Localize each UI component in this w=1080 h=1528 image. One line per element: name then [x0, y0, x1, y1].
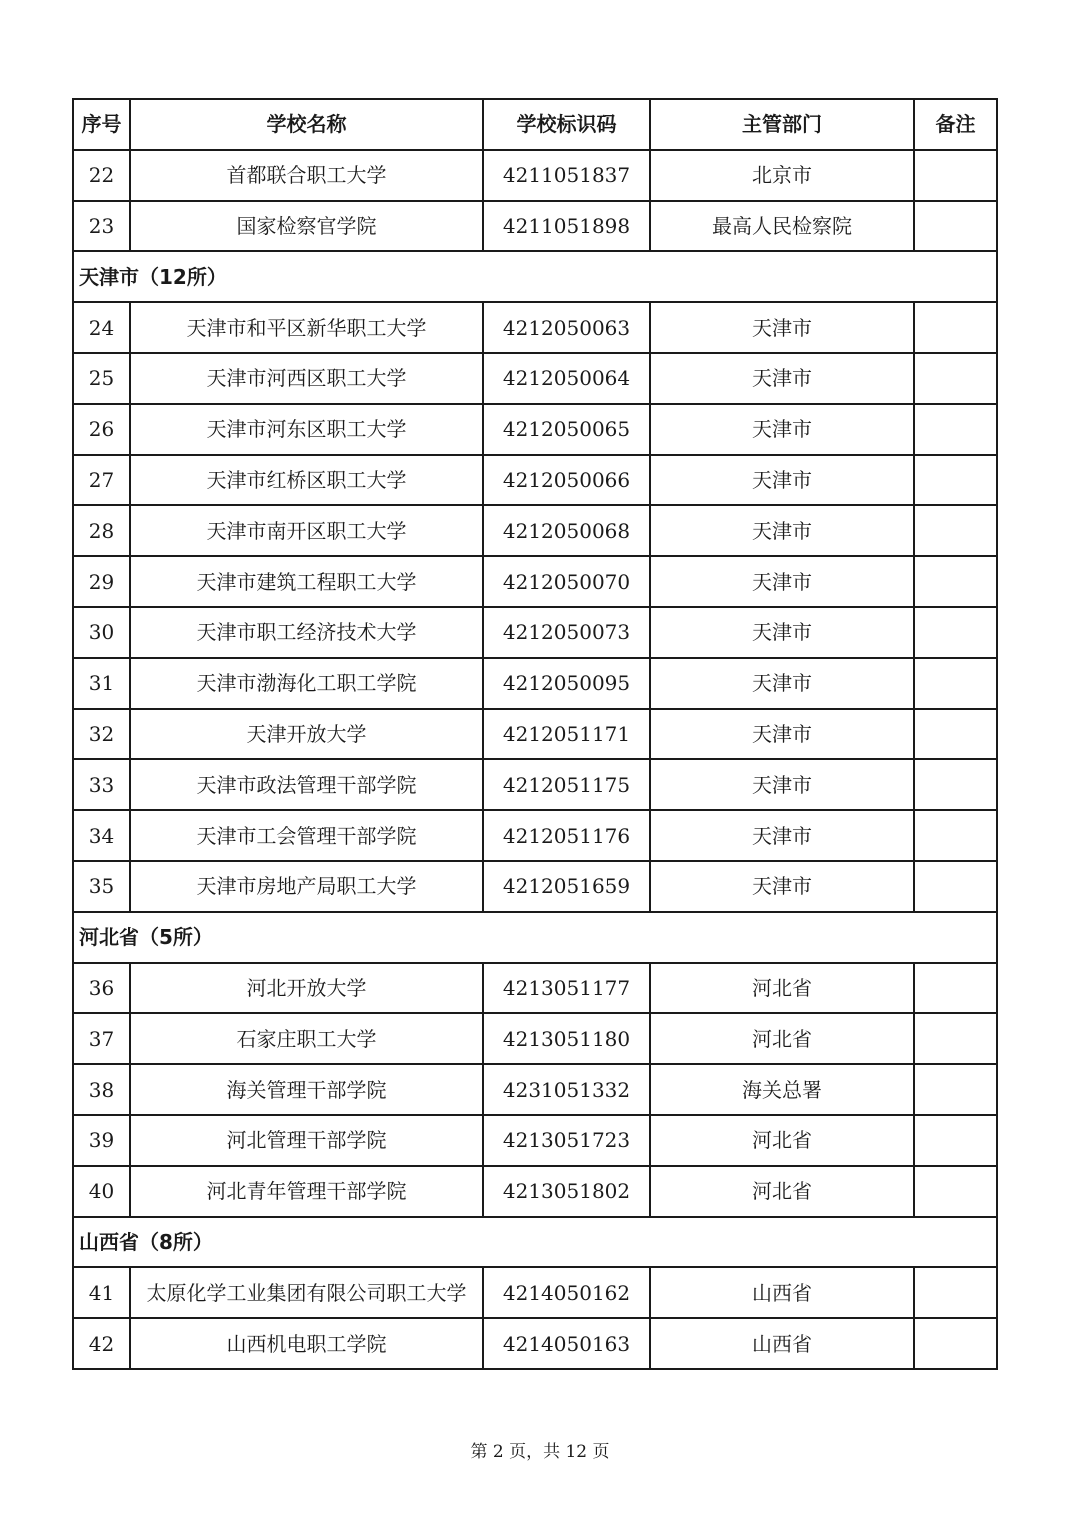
cell-school-code: 4212050070: [483, 556, 650, 607]
cell-seq: 37: [73, 1013, 130, 1064]
cell-school-name: 山西机电职工学院: [130, 1318, 483, 1369]
cell-department: 天津市: [650, 455, 914, 506]
section-label: 山西省（8所）: [73, 1217, 997, 1268]
cell-department: 天津市: [650, 709, 914, 760]
table-row: [73, 1013, 997, 1064]
cell-school-code: 4231051332: [483, 1064, 650, 1115]
table-row: [73, 607, 997, 658]
cell-department: 山西省: [650, 1318, 914, 1369]
cell-note: [914, 963, 997, 1014]
cell-school-code: 4212051176: [483, 810, 650, 861]
table-row: [73, 150, 997, 201]
header-department: 主管部门: [650, 99, 914, 150]
table-row: [73, 556, 997, 607]
cell-note: [914, 302, 997, 353]
cell-school-name: 河北开放大学: [130, 963, 483, 1014]
cell-department: 北京市: [650, 150, 914, 201]
table-row: [73, 759, 997, 810]
cell-school-name: 海关管理干部学院: [130, 1064, 483, 1115]
table-row: [73, 963, 997, 1014]
table-row: [73, 302, 997, 353]
cell-school-code: 4212050095: [483, 658, 650, 709]
cell-department: 天津市: [650, 810, 914, 861]
cell-department: 河北省: [650, 1115, 914, 1166]
cell-seq: 25: [73, 353, 130, 404]
cell-seq: 34: [73, 810, 130, 861]
cell-school-name: 太原化学工业集团有限公司职工大学: [130, 1267, 483, 1318]
table-row: [73, 658, 997, 709]
cell-note: [914, 353, 997, 404]
cell-note: [914, 1267, 997, 1318]
header-school-code: 学校标识码: [483, 99, 650, 150]
cell-school-name: 天津市职工经济技术大学: [130, 607, 483, 658]
cell-department: 天津市: [650, 302, 914, 353]
cell-department: 天津市: [650, 404, 914, 455]
cell-note: [914, 1013, 997, 1064]
cell-department: 河北省: [650, 1166, 914, 1217]
cell-note: [914, 201, 997, 252]
cell-school-name: 河北管理干部学院: [130, 1115, 483, 1166]
cell-school-code: 4212051171: [483, 709, 650, 760]
table-row: [73, 709, 997, 760]
table-row: [73, 1318, 997, 1369]
cell-seq: 27: [73, 455, 130, 506]
cell-school-name: 国家检察官学院: [130, 201, 483, 252]
header-school-name: 学校名称: [130, 99, 483, 150]
cell-note: [914, 1166, 997, 1217]
cell-seq: 31: [73, 658, 130, 709]
section-row: [73, 251, 997, 302]
cell-school-code: 4214050162: [483, 1267, 650, 1318]
cell-seq: 35: [73, 861, 130, 912]
cell-note: [914, 861, 997, 912]
cell-school-name: 天津市南开区职工大学: [130, 505, 483, 556]
cell-school-name: 天津市河东区职工大学: [130, 404, 483, 455]
cell-department: 山西省: [650, 1267, 914, 1318]
cell-school-code: 4212050063: [483, 302, 650, 353]
cell-note: [914, 455, 997, 506]
cell-note: [914, 658, 997, 709]
cell-seq: 29: [73, 556, 130, 607]
cell-school-code: 4214050163: [483, 1318, 650, 1369]
cell-department: 河北省: [650, 1013, 914, 1064]
table-row: [73, 455, 997, 506]
cell-school-name: 天津市房地产局职工大学: [130, 861, 483, 912]
table-row: [73, 1166, 997, 1217]
cell-department: 河北省: [650, 963, 914, 1014]
cell-school-code: 4213051723: [483, 1115, 650, 1166]
cell-seq: 28: [73, 505, 130, 556]
cell-school-name: 河北青年管理干部学院: [130, 1166, 483, 1217]
table-body: [73, 150, 997, 1369]
cell-school-name: 天津开放大学: [130, 709, 483, 760]
table-row: [73, 1115, 997, 1166]
cell-school-code: 4212051175: [483, 759, 650, 810]
cell-seq: 23: [73, 201, 130, 252]
school-list-table: [72, 98, 998, 1370]
cell-seq: 42: [73, 1318, 130, 1369]
cell-seq: 32: [73, 709, 130, 760]
cell-school-code: 4212050066: [483, 455, 650, 506]
cell-note: [914, 150, 997, 201]
header-seq: 序号: [73, 99, 130, 150]
table-row: [73, 861, 997, 912]
cell-note: [914, 709, 997, 760]
table-row: [73, 1267, 997, 1318]
cell-seq: 39: [73, 1115, 130, 1166]
cell-department: 天津市: [650, 658, 914, 709]
cell-school-code: 4211051898: [483, 201, 650, 252]
table-row: [73, 353, 997, 404]
cell-note: [914, 404, 997, 455]
table-row: [73, 201, 997, 252]
cell-school-name: 天津市和平区新华职工大学: [130, 302, 483, 353]
cell-school-name: 天津市河西区职工大学: [130, 353, 483, 404]
cell-seq: 30: [73, 607, 130, 658]
cell-note: [914, 1115, 997, 1166]
cell-note: [914, 556, 997, 607]
cell-school-code: 4212050064: [483, 353, 650, 404]
page-footer: 第 2 页，共 12 页: [470, 1442, 610, 1462]
cell-note: [914, 1318, 997, 1369]
cell-department: 天津市: [650, 607, 914, 658]
cell-note: [914, 810, 997, 861]
cell-school-name: 天津市渤海化工职工学院: [130, 658, 483, 709]
table-row: [73, 505, 997, 556]
cell-school-code: 4211051837: [483, 150, 650, 201]
section-label: 天津市（12所）: [73, 251, 997, 302]
section-row: [73, 912, 997, 963]
cell-department: 天津市: [650, 861, 914, 912]
cell-school-name: 天津市政法管理干部学院: [130, 759, 483, 810]
cell-seq: 22: [73, 150, 130, 201]
cell-department: 天津市: [650, 556, 914, 607]
cell-school-name: 天津市建筑工程职工大学: [130, 556, 483, 607]
cell-school-name: 天津市工会管理干部学院: [130, 810, 483, 861]
table-row: [73, 1064, 997, 1115]
cell-department: 最高人民检察院: [650, 201, 914, 252]
cell-school-code: 4212050073: [483, 607, 650, 658]
table-row: [73, 404, 997, 455]
cell-school-name: 天津市红桥区职工大学: [130, 455, 483, 506]
cell-department: 海关总署: [650, 1064, 914, 1115]
table-header-row: [73, 99, 997, 150]
section-label: 河北省（5所）: [73, 912, 997, 963]
cell-department: 天津市: [650, 505, 914, 556]
cell-seq: 41: [73, 1267, 130, 1318]
cell-school-code: 4213051802: [483, 1166, 650, 1217]
cell-seq: 40: [73, 1166, 130, 1217]
cell-department: 天津市: [650, 759, 914, 810]
table-row: [73, 810, 997, 861]
cell-seq: 24: [73, 302, 130, 353]
cell-note: [914, 759, 997, 810]
header-note: 备注: [914, 99, 997, 150]
cell-note: [914, 607, 997, 658]
cell-school-code: 4213051180: [483, 1013, 650, 1064]
cell-note: [914, 1064, 997, 1115]
cell-school-code: 4212050065: [483, 404, 650, 455]
cell-note: [914, 505, 997, 556]
cell-school-name: 石家庄职工大学: [130, 1013, 483, 1064]
cell-seq: 38: [73, 1064, 130, 1115]
cell-school-code: 4212051659: [483, 861, 650, 912]
cell-seq: 26: [73, 404, 130, 455]
section-row: [73, 1217, 997, 1268]
cell-seq: 33: [73, 759, 130, 810]
cell-school-code: 4212050068: [483, 505, 650, 556]
cell-seq: 36: [73, 963, 130, 1014]
cell-department: 天津市: [650, 353, 914, 404]
cell-school-name: 首都联合职工大学: [130, 150, 483, 201]
cell-school-code: 4213051177: [483, 963, 650, 1014]
